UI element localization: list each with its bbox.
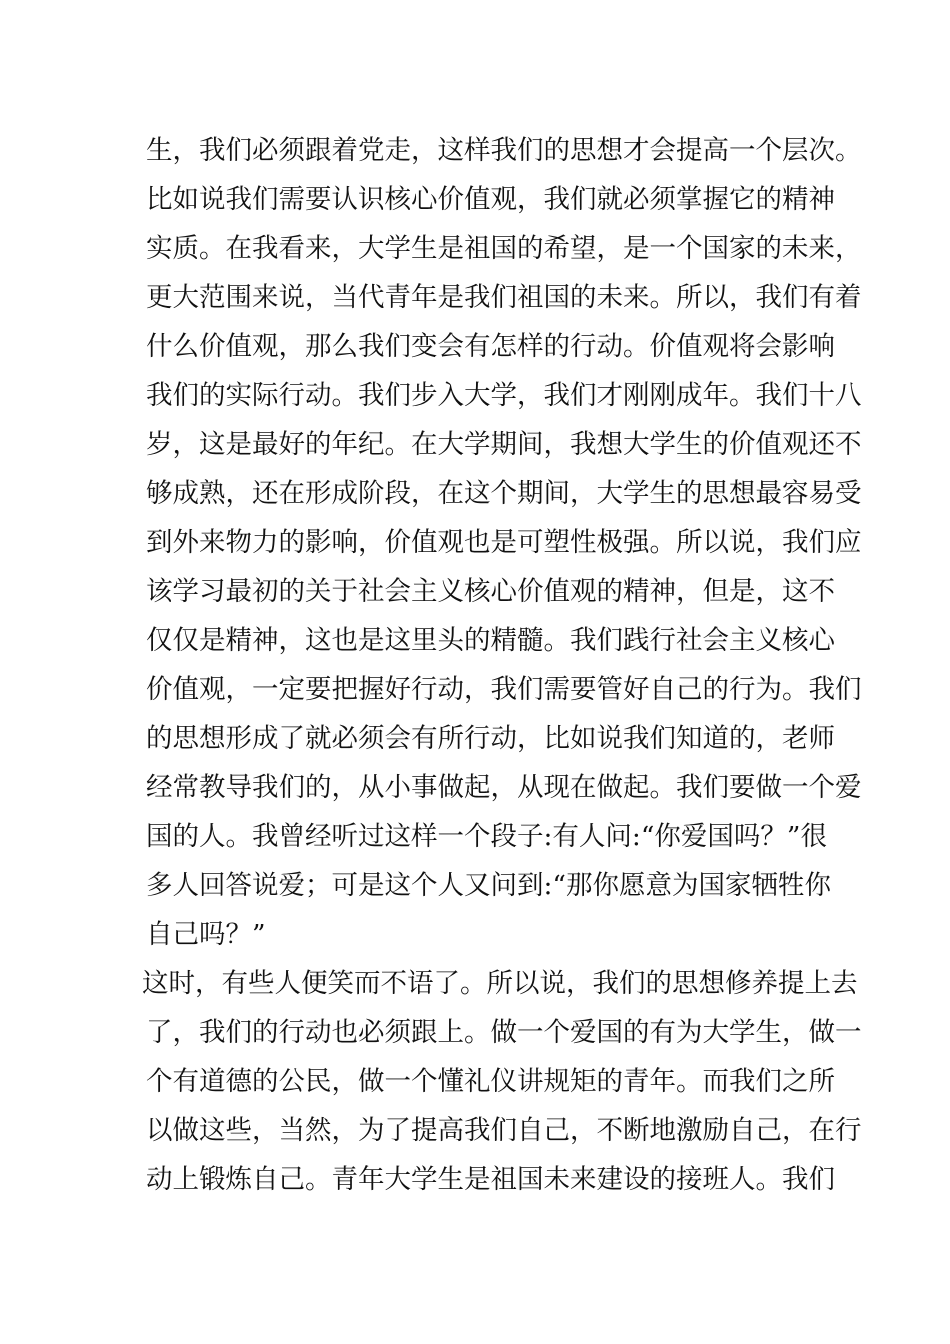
text-line: 实质。在我看来，大学生是祖国的希望，是一个国家的未来， <box>146 233 862 264</box>
text-line: 到外来物力的影响，价值观也是可塑性极强。所以说，我们应 <box>146 527 862 558</box>
text-line: 生，我们必须跟着党走，这样我们的思想才会提高一个层次。 <box>146 135 862 166</box>
text-line: 该学习最初的关于社会主义核心价值观的精神，但是，这不 <box>146 576 835 607</box>
text-line: 以做这些，当然，为了提高我们自己，不断地激励自己，在行 <box>146 1115 862 1146</box>
text-line: 国的人。我曾经听过这样一个段子:有人问:“你爱国吗？”很 <box>146 821 827 852</box>
text-line: 够成熟，还在形成阶段，在这个期间，大学生的思想最容易受 <box>146 478 862 509</box>
text-line: 比如说我们需要认识核心价值观，我们就必须掌握它的精神 <box>146 184 835 215</box>
text-line: 动上锻炼自己。青年大学生是祖国未来建设的接班人。我们 <box>146 1164 835 1195</box>
text-line: 更大范围来说，当代青年是我们祖国的未来。所以，我们有着 <box>146 282 862 313</box>
text-line: 什么价值观，那么我们变会有怎样的行动。价值观将会影响 <box>146 331 835 362</box>
text-line: 自己吗？” <box>146 919 266 950</box>
text-line: 价值观，一定要把握好行动，我们需要管好自己的行为。我们 <box>146 674 862 705</box>
text-line: 个有道德的公民，做一个懂礼仪讲规矩的青年。而我们之所 <box>146 1066 835 1097</box>
text-line: 了，我们的行动也必须跟上。做一个爱国的有为大学生，做一 <box>146 1017 862 1048</box>
body-text <box>142 126 862 1204</box>
text-line: 多人回答说爱；可是这个人又问到:“那你愿意为国家牺牲你 <box>146 870 831 901</box>
paragraph-start-line: 这时，有些人便笑而不语了。所以说，我们的思想修养提上去 <box>142 968 858 999</box>
text-line: 仅仅是精神，这也是这里头的精髓。我们践行社会主义核心 <box>146 625 835 656</box>
text-line: 我们的实际行动。我们步入大学，我们才刚刚成年。我们十八 <box>146 380 862 411</box>
text-line: 经常教导我们的，从小事做起，从现在做起。我们要做一个爱 <box>146 772 862 803</box>
text-line: 的思想形成了就必须会有所行动，比如说我们知道的，老师 <box>146 723 835 754</box>
text-line: 岁，这是最好的年纪。在大学期间，我想大学生的价值观还不 <box>146 429 862 460</box>
